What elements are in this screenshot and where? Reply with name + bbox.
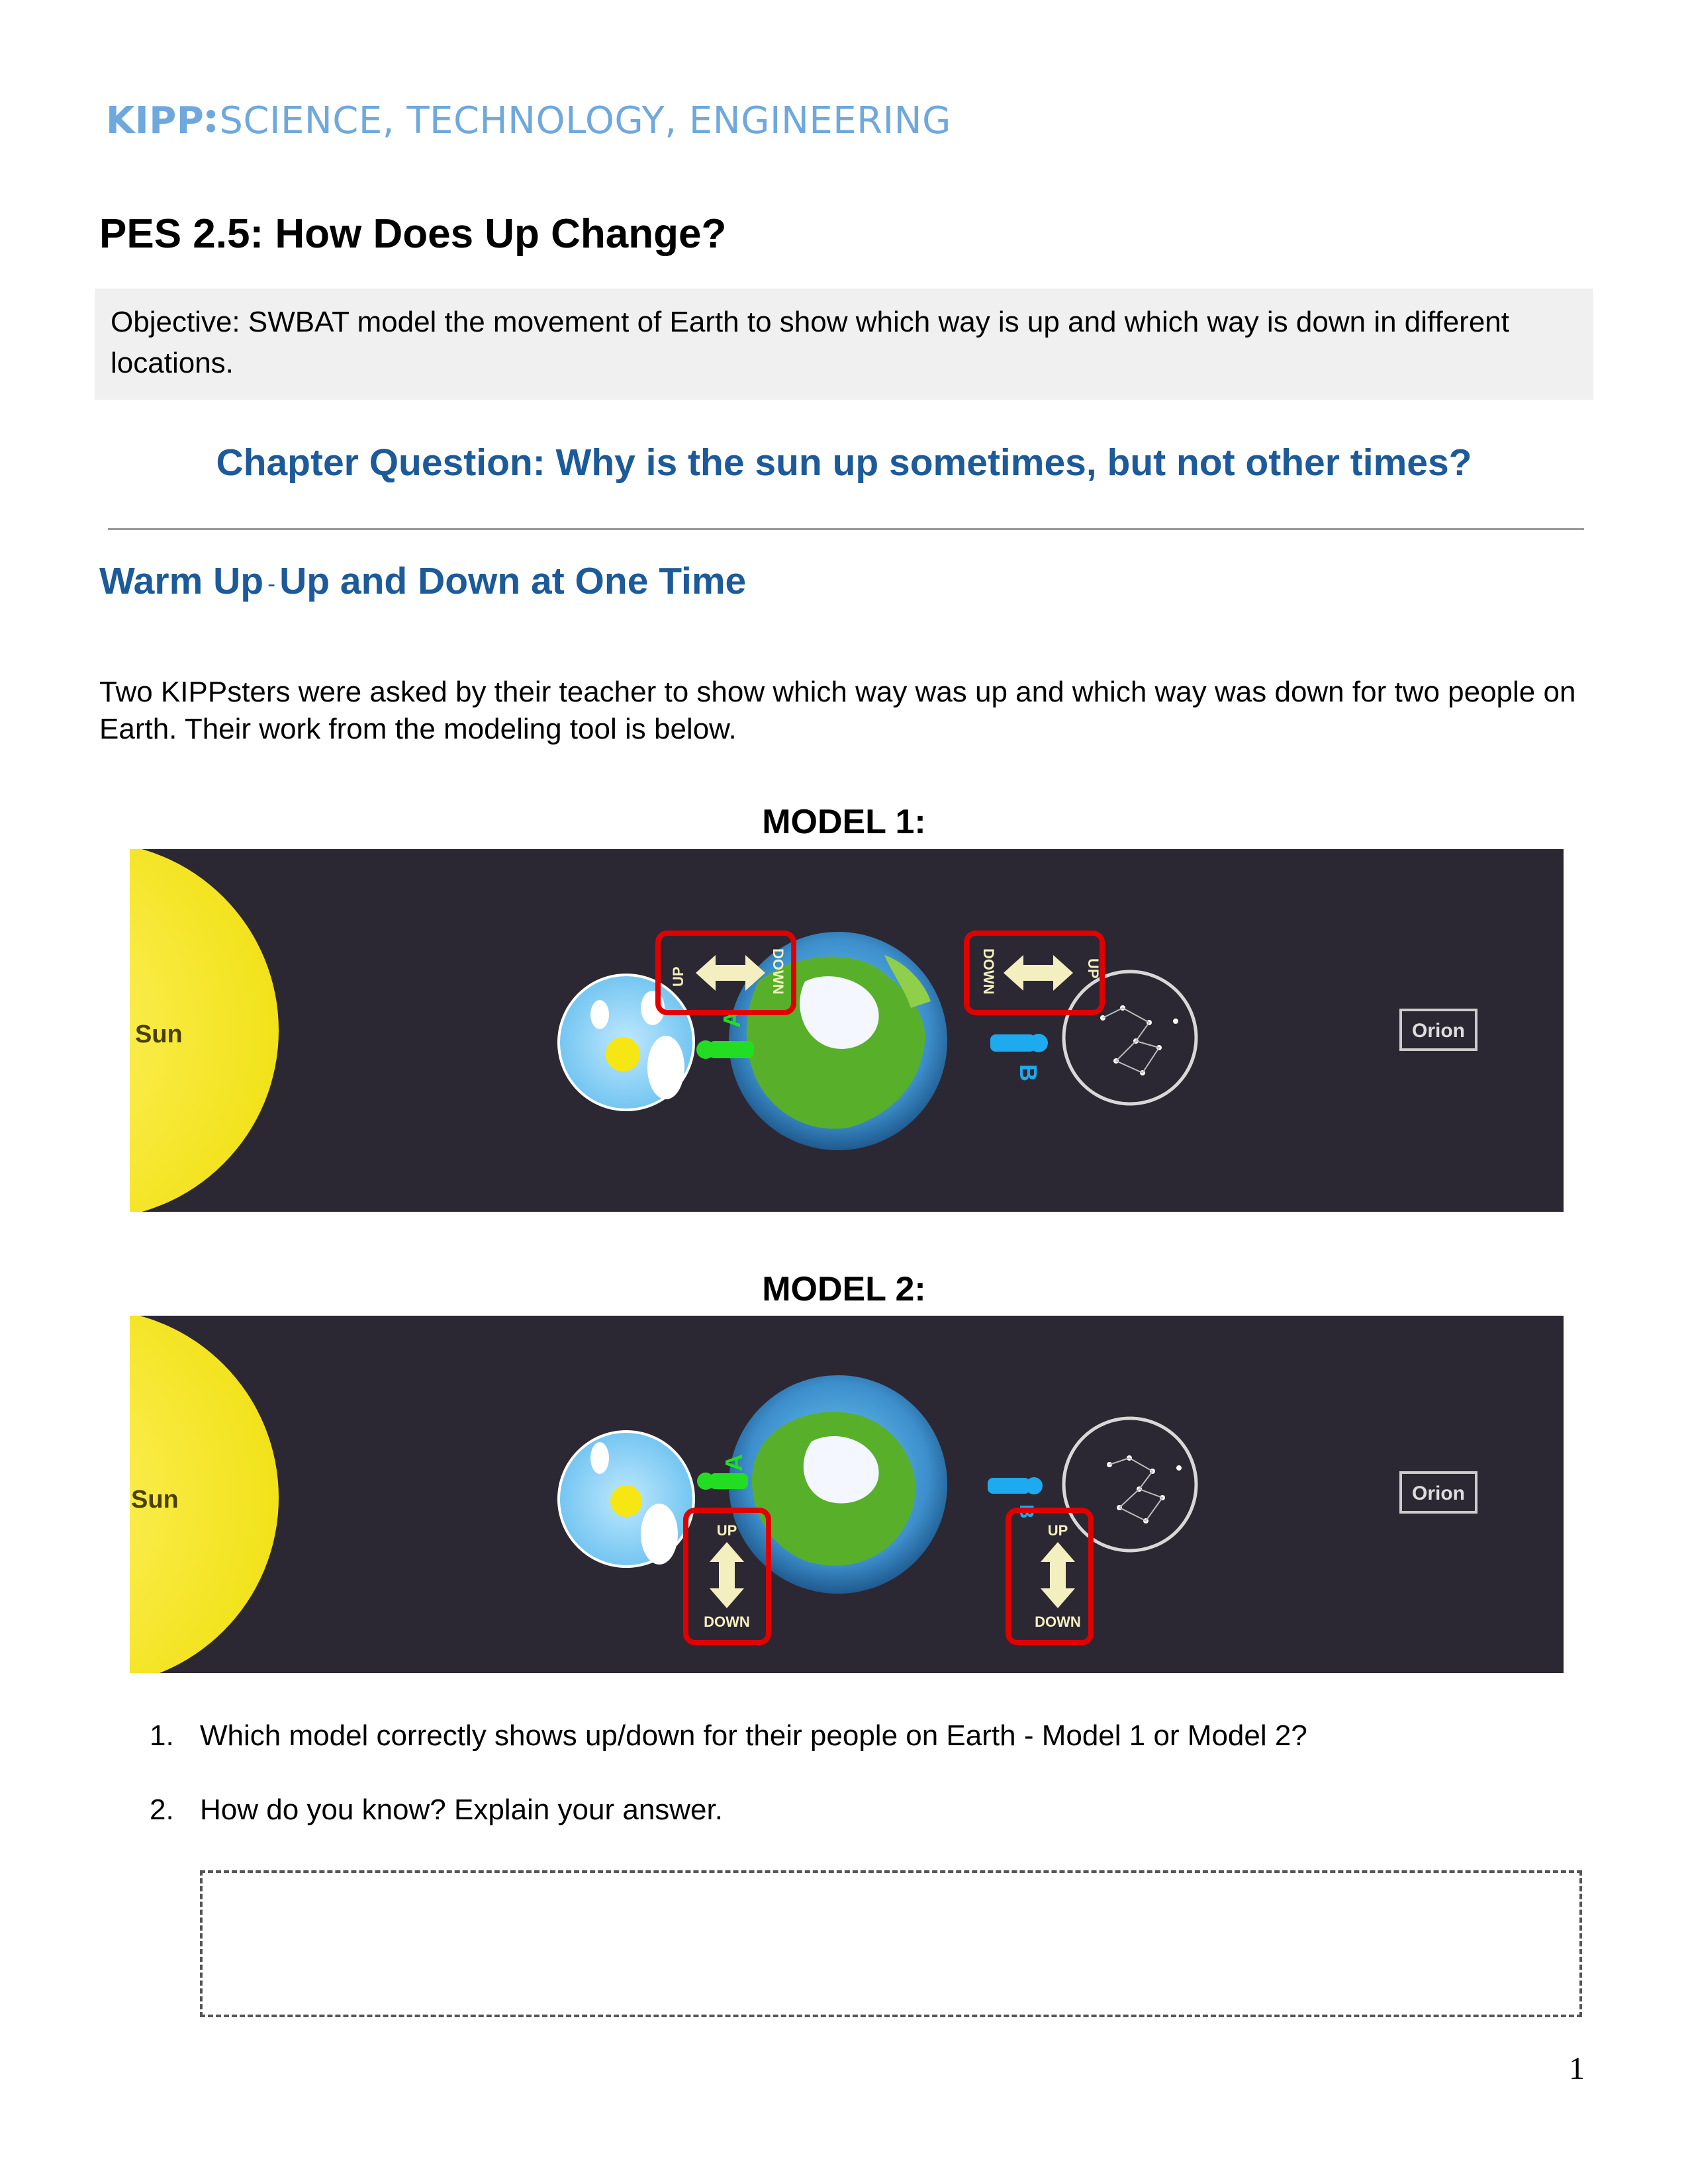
svg-text:DOWN: DOWN [980, 948, 997, 995]
question-1 [150, 1719, 1307, 1752]
brand-kipp: KIPP [106, 99, 205, 142]
warmup-separator: - [267, 569, 276, 597]
orion-label: Orion [1412, 1482, 1465, 1504]
svg-text:DOWN: DOWN [1035, 1614, 1081, 1630]
brand-logo [106, 99, 951, 142]
brand-colon-icon [207, 110, 215, 132]
svg-text:UP: UP [1085, 958, 1102, 979]
model-1-label: MODEL 1: [762, 803, 926, 841]
constellation-icon [1064, 972, 1196, 1104]
person-a-label: A [718, 1011, 745, 1028]
question-number: 2. [150, 1794, 174, 1826]
person-b-icon [990, 1034, 1048, 1052]
question-2 [150, 1794, 723, 1827]
person-a-label: A [720, 1454, 747, 1471]
model-1-scene [130, 849, 1564, 1212]
svg-text:DOWN: DOWN [770, 948, 786, 995]
updown-arrow-right-icon [1041, 1542, 1075, 1608]
warmup-label: Warm Up [99, 560, 264, 602]
model-2-scene [130, 1316, 1564, 1673]
divider [108, 528, 1584, 530]
question-number: 1. [150, 1719, 174, 1752]
updown-arrow-right-icon [1004, 955, 1073, 991]
day-sun-icon [606, 1037, 640, 1071]
page-title: PES 2.5: How Does Up Change? [99, 211, 727, 257]
svg-text:DOWN: DOWN [704, 1614, 750, 1630]
person-a-icon [696, 1040, 754, 1059]
person-b-icon [988, 1477, 1043, 1494]
sun-label: Sun [135, 1021, 183, 1048]
sun-label: Sun [131, 1486, 179, 1514]
chapter-question: Chapter Question: Why is the sun up sometimes, but not other times? [216, 441, 1472, 484]
question-text: How do you know? Explain your answer. [200, 1794, 723, 1826]
orion-label: Orion [1412, 1020, 1465, 1042]
objective-box [95, 289, 1593, 400]
intro-paragraph: Two KIPPsters were asked by their teacher to show which way was up and which way was down for two people on Earth. Their work from the modeling tool is below. [99, 676, 1576, 745]
svg-text:UP: UP [1047, 1522, 1068, 1539]
page-number: 1 [1569, 2051, 1585, 2086]
warmup-title: Up and Down at One Time [279, 560, 747, 602]
model-2-label: MODEL 2: [762, 1270, 926, 1308]
svg-text:UP: UP [670, 966, 686, 987]
warmup-heading [99, 559, 746, 603]
objective-text: Objective: SWBAT model the movement of Earth to show which way is up and which way is down in different locations. [111, 306, 1509, 379]
person-b-label: B [1015, 1064, 1042, 1081]
brand-subtitle: SCIENCE, TECHNOLOGY, ENGINEERING [219, 99, 951, 142]
person-a-icon [697, 1473, 748, 1490]
answer-box[interactable] [200, 1870, 1582, 2017]
updown-arrow-left-icon [710, 1542, 744, 1608]
svg-text:UP: UP [716, 1522, 737, 1539]
person-b-label: B [1015, 1504, 1037, 1519]
question-text: Which model correctly shows up/down for their people on Earth - Model 1 or Model 2? [200, 1719, 1307, 1752]
constellation-icon [1064, 1418, 1196, 1551]
day-sun-icon [610, 1485, 642, 1517]
model-2-image [130, 1316, 1564, 1673]
model-1-image [130, 849, 1564, 1212]
